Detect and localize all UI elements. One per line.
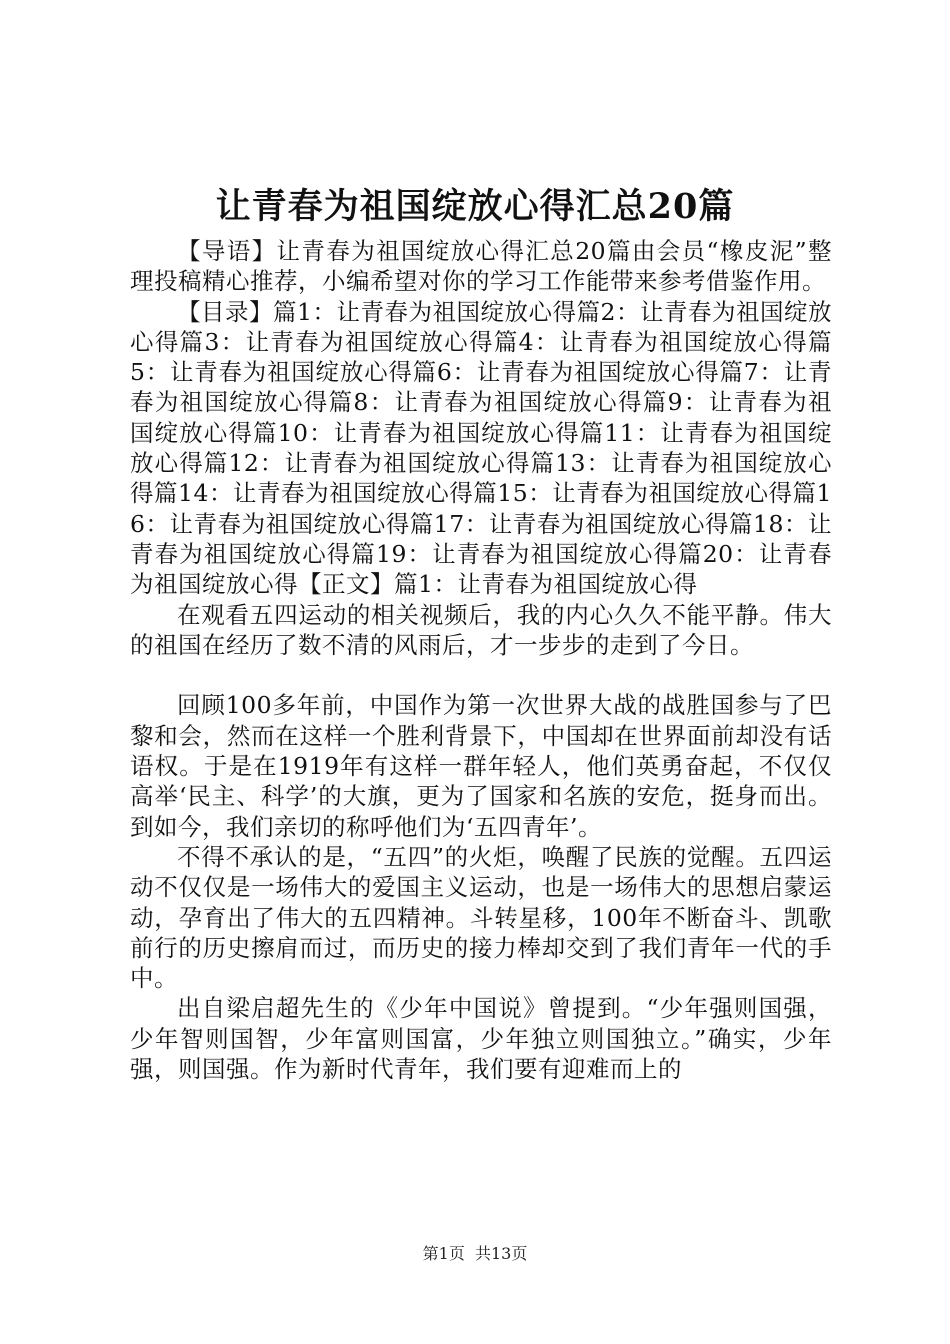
body-paragraph: 回顾100多年前，中国作为第一次世界大战的战胜国参与了巴黎和会，然而在这样一个胜利背景下，中国却在世界面前却没有话语权。于是在1919年有这样一群年轻人，他们英勇奋起，不仅仅高举‘民主、科学’的大旗，更为了国家和名族的安危，挺身而出。到如今，我们亲切的称呼他们为‘五四青年’。 <box>130 691 832 841</box>
intro-paragraph: 【导语】让青春为祖国绽放心得汇总20篇由会员“橡皮泥”整理投稿精心推荐，小编希望对你的学习工作能带来参考借鉴作用。 <box>130 237 832 296</box>
document-title: 让青春为祖国绽放心得汇总20篇 <box>215 186 735 227</box>
page-number: 第1页 共13页 <box>422 1244 528 1263</box>
table-of-contents-paragraph: 【目录】篇1：让青春为祖国绽放心得篇2：让青春为祖国绽放心得篇3：让青春为祖国绽放心得篇4：让青春为祖国绽放心得篇5：让青春为祖国绽放心得篇6：让青春为祖国绽放心得篇7：让青春为祖国绽放心得篇8：让青春为祖国绽放心得篇9：让青春为祖国绽放心得篇10：让青春为祖国绽放心得篇11：让青春为祖国绽放心得篇12：让青春为祖国绽放心得篇13：让青春为祖国绽放心得篇14：让青春为祖国绽放心得篇15：让青春为祖国绽放心得篇16：让青春为祖国绽放心得篇17：让青春为祖国绽放心得篇18：让青春为祖国绽放心得篇19：让青春为祖国绽放心得篇20：让青春为祖国绽放心得【正文】篇1：让青春为祖国绽放心得 <box>130 297 832 599</box>
document-body <box>130 236 832 1084</box>
body-paragraph: 在观看五四运动的相关视频后，我的内心久久不能平静。伟大的祖国在经历了数不清的风雨后，才一步步的走到了今日。 <box>130 600 832 659</box>
body-paragraph: 不得不承认的是，“五四”的火炬，唤醒了民族的觉醒。五四运动不仅仅是一场伟大的爱国主义运动，也是一场伟大的思想启蒙运动，孕育出了伟大的五四精神。斗转星移，100年不断奋斗、凯歌前行的历史擦肩而过，而历史的接力棒却交到了我们青年一代的手中。 <box>130 842 832 993</box>
body-paragraph: 出自梁启超先生的《少年中国说》曾提到。“少年强则国强，少年智则国智，少年富则国富，少年独立则国独立。”确实，少年强，则国强。作为新时代青年，我们要有迎难而上的 <box>130 994 832 1084</box>
page-footer <box>0 1243 950 1265</box>
paragraph-spacer <box>130 660 832 690</box>
